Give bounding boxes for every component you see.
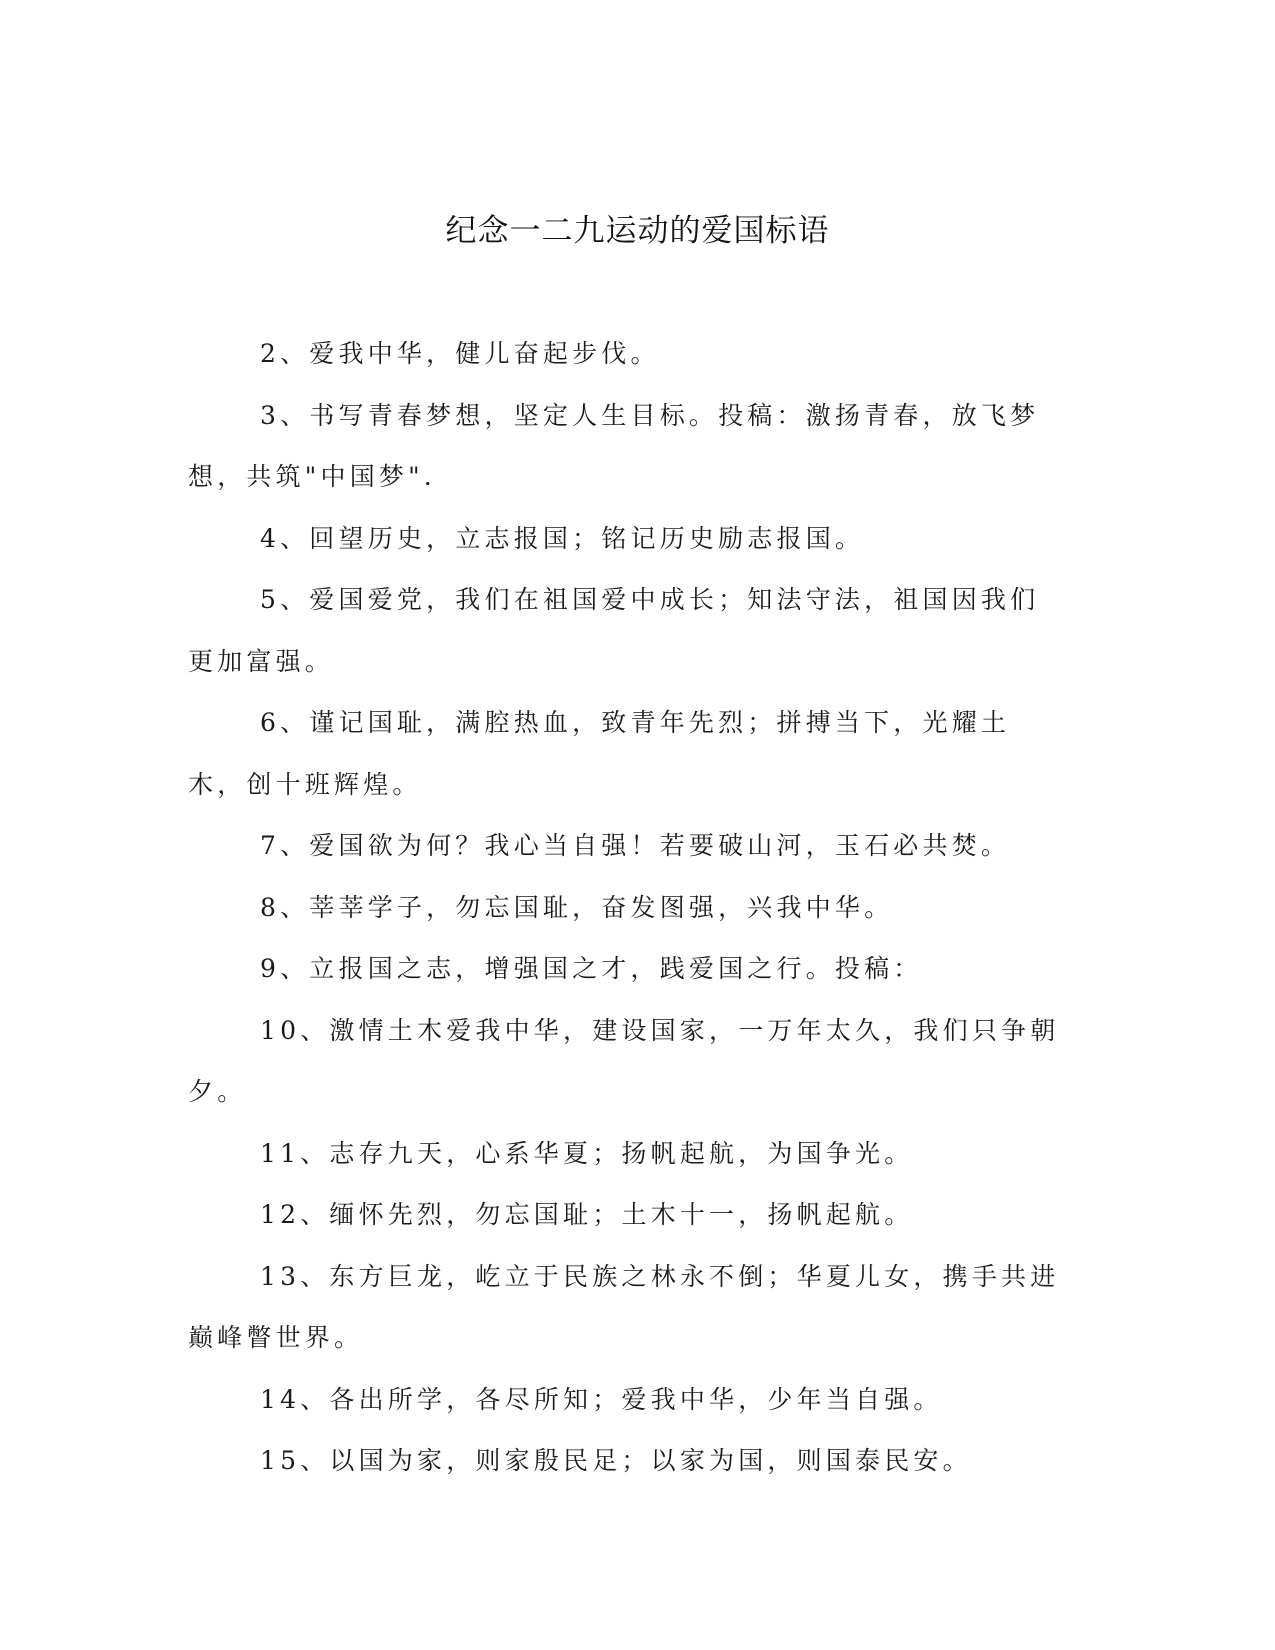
slogan-item: 13、东方巨龙，屹立于民族之林永不倒；华夏儿女，携手共进巅峰瞥世界。 (188, 1261, 1060, 1352)
slogan-item: 14、各出所学，各尽所知；爱我中华，少年当自强。 (260, 1384, 943, 1414)
slogan-item: 6、谨记国耻，满腔热血，致青年先烈；拼搏当下，光耀土木，创十班辉煌。 (188, 708, 1011, 799)
slogan-list (188, 323, 1068, 1492)
slogan-item: 10、激情土木爱我中华，建设国家，一万年太久，我们只争朝夕。 (188, 1015, 1060, 1106)
slogan-item: 4、回望历史，立志报国；铭记历史励志报国。 (260, 523, 865, 553)
slogan-item: 7、爱国欲为何？我心当自强！若要破山河，玉石必共焚。 (260, 831, 1011, 860)
slogan-item: 5、爱国爱党，我们在祖国爱中成长；知法守法，祖国因我们更加富强。 (188, 585, 1040, 676)
slogan-item: 2、爱我中华，健儿奋起步伐。 (260, 339, 660, 368)
slogan-item: 8、莘莘学子，勿忘国耻，奋发图强，兴我中华。 (260, 892, 894, 922)
slogan-item: 15、以国为家，则家殷民足；以家为国，则国泰民安。 (260, 1446, 972, 1475)
slogan-item: 9、立报国之志，增强国之才，践爱国之行。投稿： (260, 954, 923, 983)
slogan-item: 12、缅怀先烈，勿忘国耻；土木十一，扬帆起航。 (260, 1200, 914, 1229)
slogan-item: 3、书写青春梦想，坚定人生目标。投稿：激扬青春，放飞梦想，共筑"中国梦". (188, 400, 1040, 491)
page-title: 纪念一二九运动的爱国标语 (445, 213, 830, 249)
slogan-item: 11、志存九天，心系华夏；扬帆起航，为国争光。 (260, 1138, 914, 1168)
